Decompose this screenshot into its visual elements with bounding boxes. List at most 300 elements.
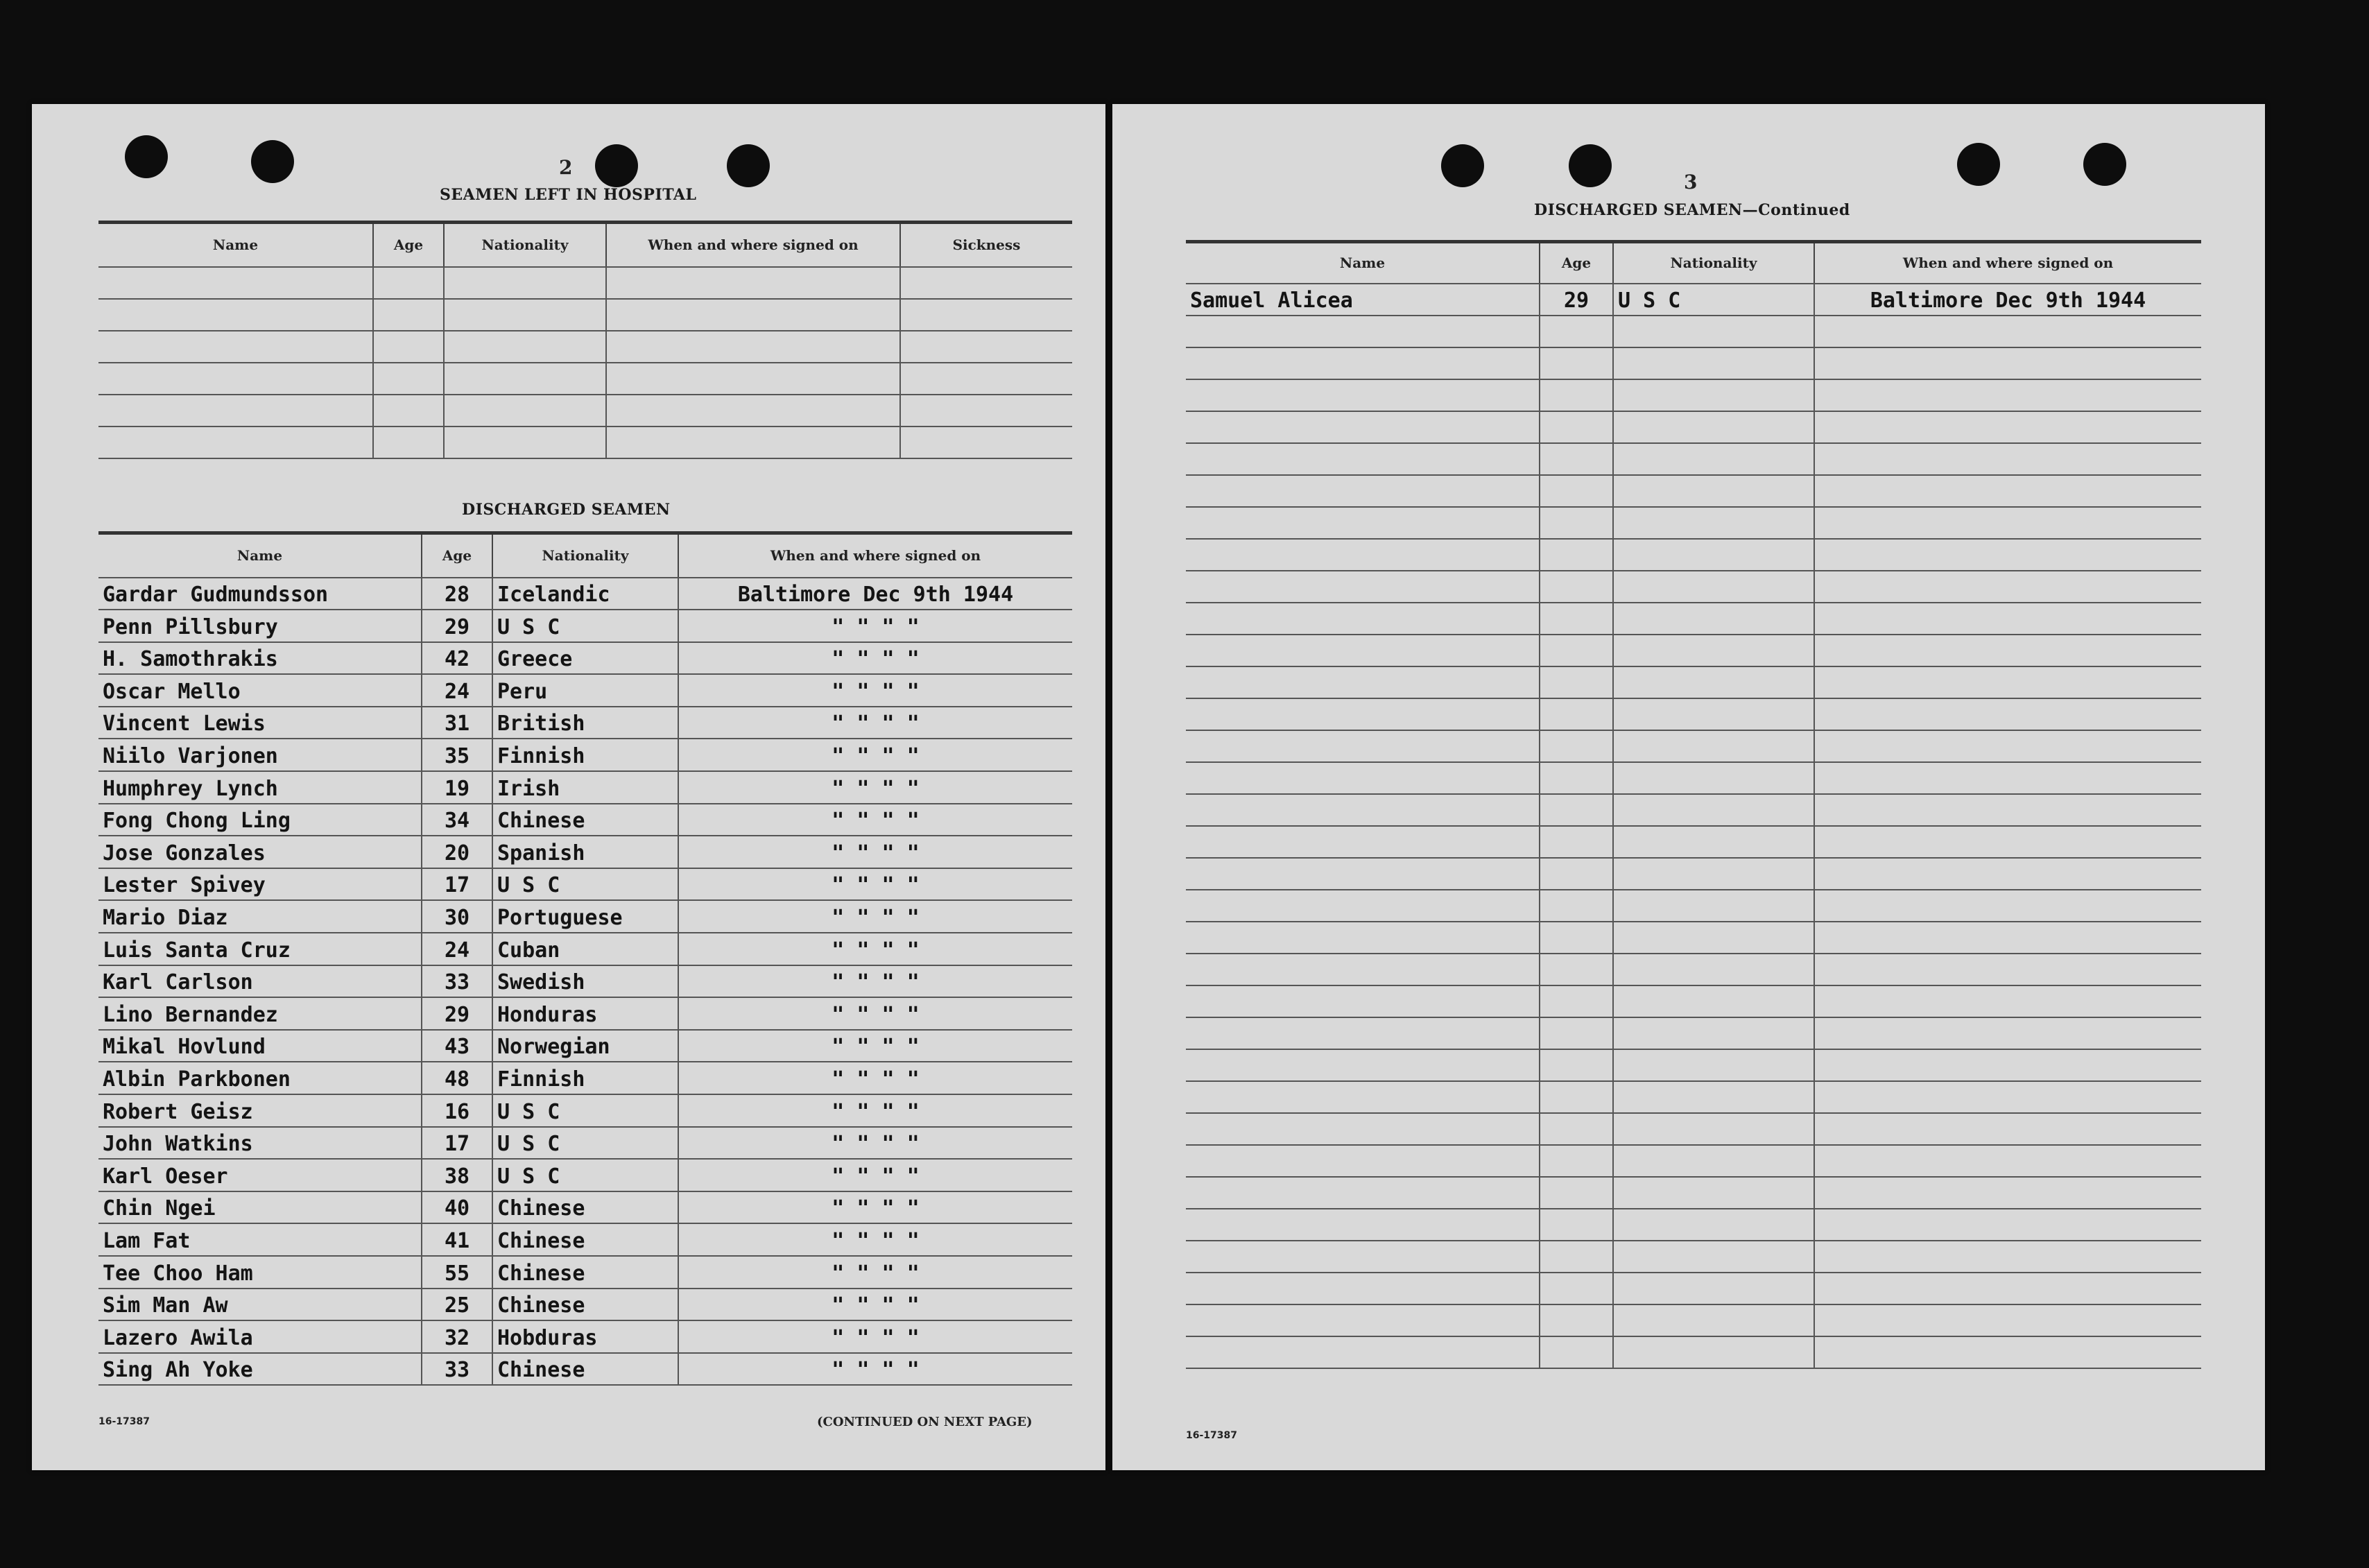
nationality-cell [444, 331, 606, 363]
name-cell [1186, 985, 1540, 1017]
table-row [1186, 1113, 2201, 1145]
signed-on-cell [1814, 1273, 2201, 1304]
name-cell: Vincent Lewis [98, 707, 422, 739]
table-row [1186, 922, 2201, 954]
table-row [98, 299, 1072, 331]
signed-on-cell: " " " " [678, 1159, 1072, 1191]
table-row [1186, 954, 2201, 985]
name-cell: John Watkins [98, 1127, 422, 1160]
nationality-cell: U S C [492, 1159, 678, 1191]
table-row [98, 1256, 1072, 1289]
discharged-heading: DISCHARGED SEAMEN [462, 501, 671, 519]
punch-hole [2083, 143, 2126, 186]
signed-on-cell [1814, 635, 2201, 666]
name-cell [98, 427, 373, 458]
signed-on-cell: " " " " [678, 707, 1072, 739]
table-row [98, 933, 1072, 965]
table-row [98, 267, 1072, 299]
name-cell [1186, 858, 1540, 890]
name-cell: Albin Parkbonen [98, 1062, 422, 1094]
signed-on-cell: " " " " [678, 804, 1072, 836]
signed-on-cell [1814, 347, 2201, 379]
name-cell: Gardar Gudmundsson [98, 578, 422, 610]
nationality-cell [1613, 826, 1814, 858]
name-cell [1186, 635, 1540, 666]
table-row [98, 804, 1072, 836]
table-row [1186, 890, 2201, 922]
nationality-cell: Hobduras [492, 1320, 678, 1353]
signed-on-cell [606, 395, 900, 427]
column-header-name: Name [1186, 242, 1540, 284]
signed-on-cell [606, 267, 900, 299]
name-cell [1186, 666, 1540, 698]
age-cell: 35 [422, 739, 492, 771]
name-cell: Oscar Mello [98, 674, 422, 707]
table-row [1186, 1304, 2201, 1336]
name-cell [1186, 379, 1540, 411]
name-cell [98, 267, 373, 299]
name-cell: Robert Geisz [98, 1094, 422, 1127]
age-cell [1540, 1209, 1613, 1241]
discharged-table [98, 531, 1072, 1386]
nationality-cell [1613, 443, 1814, 475]
table-row [1186, 443, 2201, 475]
age-cell [1540, 1304, 1613, 1336]
signed-on-cell: Baltimore Dec 9th 1944 [678, 578, 1072, 610]
nationality-cell [1613, 922, 1814, 954]
signed-on-cell [1814, 1336, 2201, 1368]
signed-on-cell [606, 363, 900, 395]
name-cell [1186, 507, 1540, 539]
age-cell [1540, 858, 1613, 890]
column-header-nationality: Nationality [492, 533, 678, 578]
name-cell [98, 331, 373, 363]
punch-hole [1957, 143, 2000, 186]
nationality-cell [444, 299, 606, 331]
age-cell [1540, 411, 1613, 443]
signed-on-cell [606, 331, 900, 363]
name-cell: Lazero Awila [98, 1320, 422, 1353]
name-cell: Sim Man Aw [98, 1289, 422, 1321]
nationality-cell: Finnish [492, 739, 678, 771]
punch-hole [1569, 144, 1612, 187]
signed-on-cell: " " " " [678, 739, 1072, 771]
signed-on-cell: " " " " [678, 1223, 1072, 1256]
age-cell [1540, 443, 1613, 475]
nationality-cell: Chinese [492, 1223, 678, 1256]
nationality-cell [1613, 890, 1814, 922]
age-cell: 16 [422, 1094, 492, 1127]
signed-on-cell [1814, 1177, 2201, 1209]
nationality-cell [1613, 1304, 1814, 1336]
name-cell [1186, 1017, 1540, 1049]
name-cell: Chin Ngei [98, 1191, 422, 1224]
nationality-cell [1613, 1273, 1814, 1304]
nationality-cell [444, 267, 606, 299]
table-row [1186, 1177, 2201, 1209]
name-cell [1186, 316, 1540, 347]
signed-on-cell: " " " " [678, 900, 1072, 933]
signed-on-cell: " " " " [678, 1353, 1072, 1386]
table-row [1186, 762, 2201, 794]
signed-on-cell: " " " " [678, 1127, 1072, 1160]
name-cell [1186, 1336, 1540, 1368]
name-cell: Luis Santa Cruz [98, 933, 422, 965]
name-cell: Lester Spivey [98, 868, 422, 901]
table-row [1186, 1145, 2201, 1177]
age-cell [373, 267, 444, 299]
name-cell [98, 395, 373, 427]
age-cell [1540, 571, 1613, 603]
sickness-cell [900, 363, 1072, 395]
nationality-cell: U S C [492, 868, 678, 901]
table-row [98, 1320, 1072, 1353]
nationality-cell [1613, 1017, 1814, 1049]
signed-on-cell [1814, 1049, 2201, 1081]
age-cell [1540, 316, 1613, 347]
age-cell: 34 [422, 804, 492, 836]
name-cell [1186, 762, 1540, 794]
age-cell [1540, 1177, 1613, 1209]
table-row [98, 610, 1072, 642]
age-cell: 24 [422, 933, 492, 965]
signed-on-cell [1814, 1241, 2201, 1273]
age-cell [1540, 1273, 1613, 1304]
name-cell: Mario Diaz [98, 900, 422, 933]
name-cell: Samuel Alicea [1186, 284, 1540, 316]
table-row [98, 642, 1072, 675]
name-cell [1186, 1273, 1540, 1304]
table-row [1186, 411, 2201, 443]
signed-on-cell [606, 299, 900, 331]
name-cell: Mikal Hovlund [98, 1030, 422, 1062]
table-row [1186, 316, 2201, 347]
nationality-cell: U S C [492, 1094, 678, 1127]
signed-on-cell [1814, 411, 2201, 443]
nationality-cell [1613, 1145, 1814, 1177]
age-cell [1540, 698, 1613, 730]
table-row [1186, 858, 2201, 890]
table-row [98, 363, 1072, 395]
nationality-cell [1613, 762, 1814, 794]
signed-on-cell [1814, 1304, 2201, 1336]
name-cell [1186, 730, 1540, 762]
age-cell: 42 [422, 642, 492, 675]
signed-on-cell: " " " " [678, 933, 1072, 965]
name-cell [1186, 539, 1540, 571]
table-row [98, 1223, 1072, 1256]
signed-on-cell: " " " " [678, 610, 1072, 642]
name-cell [1186, 347, 1540, 379]
name-cell [1186, 411, 1540, 443]
signed-on-cell [1814, 1017, 2201, 1049]
signed-on-cell [1814, 1209, 2201, 1241]
right-page [1112, 104, 2265, 1470]
nationality-cell [1613, 730, 1814, 762]
nationality-cell: British [492, 707, 678, 739]
name-cell: Karl Oeser [98, 1159, 422, 1191]
table-row [98, 997, 1072, 1030]
name-cell [1186, 475, 1540, 507]
table-row [98, 965, 1072, 998]
table-row [1186, 794, 2201, 826]
name-cell: Karl Carlson [98, 965, 422, 998]
signed-on-cell [1814, 603, 2201, 635]
name-cell [1186, 698, 1540, 730]
signed-on-cell [606, 427, 900, 458]
signed-on-cell: " " " " [678, 1062, 1072, 1094]
nationality-cell [1613, 954, 1814, 985]
signed-on-cell: " " " " [678, 1289, 1072, 1321]
table-row [1186, 347, 2201, 379]
name-cell [1186, 922, 1540, 954]
nationality-cell: Portuguese [492, 900, 678, 933]
table-row [98, 1094, 1072, 1127]
age-cell [1540, 826, 1613, 858]
nationality-cell [444, 427, 606, 458]
nationality-cell: U S C [492, 1127, 678, 1160]
nationality-cell [1613, 1209, 1814, 1241]
column-header-nationality: Nationality [1613, 242, 1814, 284]
signed-on-cell: " " " " [678, 1030, 1072, 1062]
nationality-cell: Chinese [492, 804, 678, 836]
age-cell: 29 [422, 997, 492, 1030]
signed-on-cell: Baltimore Dec 9th 1944 [1814, 284, 2201, 316]
age-cell [1540, 985, 1613, 1017]
table-row [1186, 730, 2201, 762]
table-row [98, 578, 1072, 610]
signed-on-cell: " " " " [678, 997, 1072, 1030]
discharged-continued-heading: DISCHARGED SEAMEN—Continued [1534, 201, 1850, 219]
table-row [1186, 603, 2201, 635]
age-cell [1540, 1081, 1613, 1113]
table-row [1186, 475, 2201, 507]
nationality-cell [1613, 571, 1814, 603]
name-cell [1186, 603, 1540, 635]
nationality-cell [1613, 1113, 1814, 1145]
signed-on-cell: " " " " [678, 1094, 1072, 1127]
nationality-cell [1613, 794, 1814, 826]
column-header-name: Name [98, 223, 373, 267]
nationality-cell [1613, 379, 1814, 411]
hospital-heading: SEAMEN LEFT IN HOSPITAL [440, 186, 697, 204]
nationality-cell: U S C [1613, 284, 1814, 316]
age-cell: 38 [422, 1159, 492, 1191]
nationality-cell: Chinese [492, 1256, 678, 1289]
age-cell: 19 [422, 771, 492, 804]
table-row [98, 771, 1072, 804]
age-cell [373, 395, 444, 427]
age-cell: 41 [422, 1223, 492, 1256]
nationality-cell: Chinese [492, 1353, 678, 1386]
nationality-cell [1613, 985, 1814, 1017]
nationality-cell: Chinese [492, 1289, 678, 1321]
nationality-cell [1613, 603, 1814, 635]
age-cell [1540, 762, 1613, 794]
signed-on-cell [1814, 507, 2201, 539]
name-cell [1186, 1113, 1540, 1145]
column-header-sickness: Sickness [900, 223, 1072, 267]
table-row [1186, 826, 2201, 858]
age-cell: 17 [422, 868, 492, 901]
signed-on-cell: " " " " [678, 836, 1072, 868]
signed-on-cell [1814, 985, 2201, 1017]
name-cell: Penn Pillsbury [98, 610, 422, 642]
column-header-age: Age [1540, 242, 1613, 284]
name-cell [1186, 794, 1540, 826]
nationality-cell: Icelandic [492, 578, 678, 610]
nationality-cell: Cuban [492, 933, 678, 965]
punch-hole [727, 144, 770, 187]
name-cell [1186, 443, 1540, 475]
table-row [1186, 666, 2201, 698]
page-number: 3 [1684, 171, 1698, 193]
signed-on-cell [1814, 316, 2201, 347]
signed-on-cell: " " " " [678, 1320, 1072, 1353]
age-cell [1540, 379, 1613, 411]
sickness-cell [900, 427, 1072, 458]
nationality-cell [1613, 475, 1814, 507]
nationality-cell [1613, 635, 1814, 666]
age-cell [373, 331, 444, 363]
signed-on-cell [1814, 1145, 2201, 1177]
signed-on-cell [1814, 571, 2201, 603]
table-row [98, 1353, 1072, 1386]
name-cell [1186, 826, 1540, 858]
nationality-cell [1613, 1177, 1814, 1209]
age-cell [1540, 1017, 1613, 1049]
nationality-cell [1613, 698, 1814, 730]
age-cell [1540, 1241, 1613, 1273]
name-cell: Tee Choo Ham [98, 1256, 422, 1289]
table-row [1186, 1336, 2201, 1368]
name-cell [1186, 1145, 1540, 1177]
age-cell: 29 [422, 610, 492, 642]
table-row [98, 331, 1072, 363]
age-cell: 48 [422, 1062, 492, 1094]
age-cell [1540, 347, 1613, 379]
nationality-cell [444, 395, 606, 427]
table-row [98, 395, 1072, 427]
age-cell [1540, 1113, 1613, 1145]
sickness-cell [900, 395, 1072, 427]
hospital-table [98, 221, 1072, 459]
table-row [98, 900, 1072, 933]
age-cell [1540, 666, 1613, 698]
nationality-cell [1613, 1336, 1814, 1368]
age-cell [1540, 954, 1613, 985]
table-row [98, 1030, 1072, 1062]
age-cell [1540, 539, 1613, 571]
signed-on-cell [1814, 954, 2201, 985]
age-cell [1540, 922, 1613, 954]
age-cell: 33 [422, 1353, 492, 1386]
signed-on-cell [1814, 762, 2201, 794]
table-row [98, 836, 1072, 868]
table-row [98, 739, 1072, 771]
age-cell [1540, 794, 1613, 826]
signed-on-cell [1814, 666, 2201, 698]
table-row [98, 1289, 1072, 1321]
age-cell: 30 [422, 900, 492, 933]
name-cell: Lino Bernandez [98, 997, 422, 1030]
nationality-cell: Peru [492, 674, 678, 707]
age-cell: 28 [422, 578, 492, 610]
nationality-cell: Chinese [492, 1191, 678, 1224]
name-cell: Niilo Varjonen [98, 739, 422, 771]
page-number: 2 [559, 156, 573, 179]
signed-on-cell [1814, 1113, 2201, 1145]
column-header-age: Age [373, 223, 444, 267]
name-cell [1186, 954, 1540, 985]
sickness-cell [900, 299, 1072, 331]
signed-on-cell [1814, 890, 2201, 922]
name-cell [1186, 1081, 1540, 1113]
table-row [1186, 1273, 2201, 1304]
nationality-cell [1613, 347, 1814, 379]
nationality-cell [1613, 507, 1814, 539]
name-cell [1186, 1304, 1540, 1336]
nationality-cell: U S C [492, 610, 678, 642]
signed-on-cell: " " " " [678, 1256, 1072, 1289]
nationality-cell [1613, 858, 1814, 890]
nationality-cell: Honduras [492, 997, 678, 1030]
table-row [98, 674, 1072, 707]
table-row [98, 1062, 1072, 1094]
discharged-continued-table [1186, 240, 2201, 1369]
table-row [98, 707, 1072, 739]
nationality-cell: Spanish [492, 836, 678, 868]
table-row [1186, 379, 2201, 411]
signed-on-cell [1814, 922, 2201, 954]
signed-on-cell: " " " " [678, 1191, 1072, 1224]
name-cell [1186, 1241, 1540, 1273]
signed-on-cell [1814, 443, 2201, 475]
age-cell: 25 [422, 1289, 492, 1321]
age-cell [373, 427, 444, 458]
age-cell [1540, 1049, 1613, 1081]
column-header-signed-on: When and where signed on [606, 223, 900, 267]
age-cell [1540, 890, 1613, 922]
name-cell: Fong Chong Ling [98, 804, 422, 836]
column-header-age: Age [422, 533, 492, 578]
age-cell [1540, 507, 1613, 539]
table-row [1186, 1081, 2201, 1113]
signed-on-cell [1814, 698, 2201, 730]
table-row [1186, 571, 2201, 603]
signed-on-cell [1814, 858, 2201, 890]
table-row [1186, 1241, 2201, 1273]
signed-on-cell: " " " " [678, 868, 1072, 901]
nationality-cell [1613, 666, 1814, 698]
nationality-cell [444, 363, 606, 395]
nationality-cell [1613, 1049, 1814, 1081]
age-cell: 17 [422, 1127, 492, 1160]
name-cell [98, 299, 373, 331]
name-cell [1186, 571, 1540, 603]
name-cell: H. Samothrakis [98, 642, 422, 675]
table-row [1186, 539, 2201, 571]
age-cell [1540, 1336, 1613, 1368]
column-header-signed-on: When and where signed on [678, 533, 1072, 578]
signed-on-cell: " " " " [678, 674, 1072, 707]
name-cell [1186, 890, 1540, 922]
name-cell [98, 363, 373, 395]
signed-on-cell [1814, 826, 2201, 858]
age-cell [1540, 603, 1613, 635]
age-cell: 55 [422, 1256, 492, 1289]
table-row [98, 1127, 1072, 1160]
